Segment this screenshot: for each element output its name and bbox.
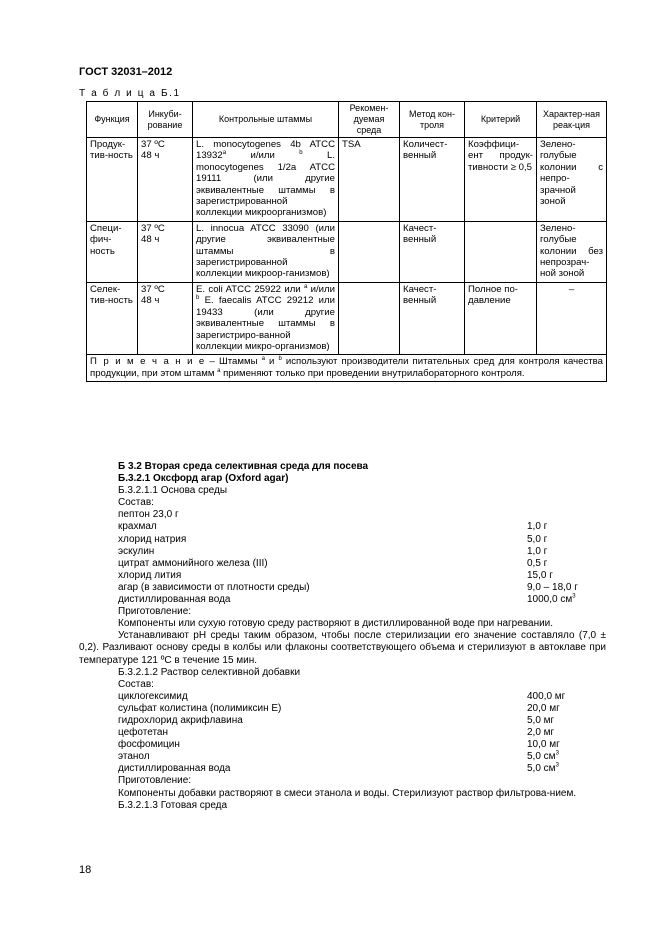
paragraph: Компоненты или сухую готовую среду растворяют в дистиллированной воде при нагревании.: [118, 618, 554, 630]
section-heading: Б 3.2 Вторая среда селективная среда для посева: [118, 461, 369, 472]
ingredient-row: эскулин 1,0 г: [118, 545, 548, 557]
preparation-label: Приготовление:: [118, 775, 192, 787]
control-strains-table: [86, 101, 607, 382]
cell-function: Специ-фич-ность: [87, 221, 138, 282]
ingredient-row: дистиллированная вода 1000,0 $см^3$: [118, 593, 576, 606]
ready-title: Б.3.2.1.3 Готовая среда: [118, 799, 228, 811]
table-note: П р и м е ч а н и е – Штаммы $^a$ и $^b$ используют производители питательных сред для контроля качества продукции, при этом штамм $^a$ применяют только при проведении внутрилабораторного контроля.: [87, 355, 607, 382]
cell-criterion: [465, 221, 537, 282]
header-function: Функция: [87, 102, 138, 138]
composition-label: Состав:: [118, 678, 154, 690]
cell-reaction: Зелено-голубые колонии с непро-зрачной зоной: [537, 138, 607, 222]
ingredient-row: фосфомицин 10,0 мг: [118, 739, 560, 751]
composition-label: Состав:: [118, 497, 154, 509]
ingredient-row: цефотетан 2,0 мг: [118, 727, 555, 739]
table-header-row: [87, 102, 607, 138]
cell-strains: L. innocua ATCC 33090 (или другие эквивалентные штаммы в зарегистрированной коллекции микроор-ганизмов): [193, 221, 339, 282]
ingredient-row: агар (в зависимости от плотности среды) 9,0 – 18,0 г: [118, 581, 578, 593]
ingredient-row: хлорид натрия 5,0 г: [118, 533, 548, 545]
paragraph: Компоненты добавки растворяют в смеси этанола и воды. Стерилизуют раствор фильтрова-нием.: [118, 787, 577, 799]
cell-incubation: 37 ºС 48 ч: [138, 282, 193, 354]
header-incubation: Инкуби-рование: [138, 102, 193, 138]
cell-method: Качест-венный: [400, 221, 465, 282]
cell-medium: [339, 282, 400, 354]
cell-medium: [339, 221, 400, 282]
cell-incubation: 37 ºС 48 ч: [138, 138, 193, 222]
subsection-heading: Б.3.2.1 Оксфорд агар (Oxford agar): [118, 473, 289, 485]
cell-function: Селек-тив-ность: [87, 282, 138, 354]
document-header: ГОСТ 32031–2012: [79, 66, 173, 78]
cell-reaction: Зелено-голубые колонии без непрозрач-ной зоной: [537, 221, 607, 282]
header-criterion: Критерий: [465, 102, 537, 138]
ingredient-row: крахмал 1,0 г: [118, 521, 548, 533]
ingredient-row: дистиллированная вода 5,0 $см^3$: [118, 763, 559, 775]
table-row: [87, 282, 607, 354]
header-medium: Рекомен-дуемая среда: [339, 102, 400, 138]
cell-reaction: –: [537, 282, 607, 354]
cell-incubation: 37 ºС 48 ч: [138, 221, 193, 282]
ingredient-row: сульфат колистина (полимиксин Е) 20,0 мг: [118, 702, 560, 714]
cell-strains: E. coli ATCC 25922 или $^a$ и/или $^b$ E. faecalis ATCC 29212 или 19433 (или другие эквивалентные штаммы в зарегистриро-ванной коллекции микро-организмов): [193, 282, 339, 354]
document-body: [79, 461, 606, 812]
cell-method: Качест-венный: [400, 282, 465, 354]
peptone-line: пептон 23,0 г: [118, 509, 179, 521]
base-title: Б.3.2.1.1 Основа среды: [118, 485, 228, 497]
cell-method: Количест-венный: [400, 138, 465, 222]
header-reaction: Характер-ная реак-ция: [537, 102, 607, 138]
table-note-row: [87, 355, 607, 382]
header-strains: Контрольные штаммы: [193, 102, 339, 138]
ingredient-row: гидрохлорид акрифлавина 5,0 мг: [118, 714, 555, 726]
ingredient-row: хлорид лития 15,0 г: [118, 569, 553, 581]
ingredient-row: цитрат аммонийного железа (III) 0,5 г: [118, 557, 548, 569]
table-caption: Т а б л и ц а Б.1: [79, 88, 181, 99]
cell-medium: TSA: [339, 138, 400, 222]
page-number: 18: [79, 864, 92, 876]
preparation-label: Приготовление:: [118, 606, 192, 618]
table-row: [87, 221, 607, 282]
table-row: [87, 138, 607, 222]
ingredient-row: циклогексимид 400,0 мг: [118, 690, 566, 702]
cell-criterion: Полное по-давление: [465, 282, 537, 354]
paragraph: Устанавливают pH среды таким образом, чтобы после стерилизации его значение составляло (7,0 ± 0,2). Разливают основу среды в колбы или флаконы соответствующего объема и стерилизуют в автоклаве при температуре 121 ºС в течение 15 мин.: [79, 630, 606, 666]
ingredient-row: этанол 5,0 $см^3$: [118, 750, 559, 763]
cell-criterion: Коэффици-ент продук-тивности ≥ 0,5: [465, 138, 537, 222]
supplement-title: Б.3.2.1.2 Раствор селективной добавки: [118, 666, 301, 678]
cell-function: Продук-тив-ность: [87, 138, 138, 222]
cell-strains: L. monocytogenes 4b ATCC 13932$^a$ и/или $^b$ L. monocytogenes 1/2a ATCC 19111 (или другие эквивалентные штаммы в зарегистрированной коллекции микроорганизмов): [193, 138, 339, 222]
header-method: Метод кон-троля: [400, 102, 465, 138]
